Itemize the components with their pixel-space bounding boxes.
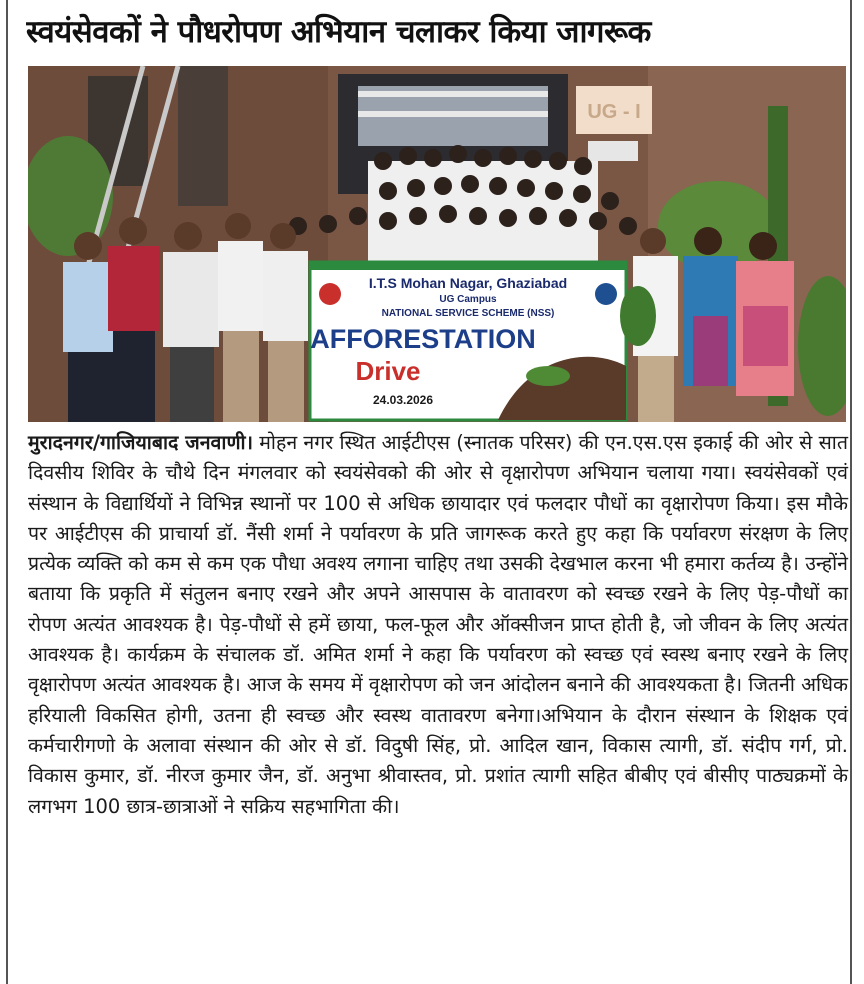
banner-scheme: NATIONAL SERVICE SCHEME (NSS) bbox=[381, 308, 555, 319]
nss-banner bbox=[310, 262, 626, 420]
article-dateline: मुरादनगर/गाजियाबाद जनवाणी। bbox=[28, 431, 253, 454]
banner-date: 24.03.2026 bbox=[372, 393, 434, 407]
group-photo bbox=[28, 66, 846, 422]
newspaper-clipping bbox=[6, 0, 852, 984]
banner-campus: UG Campus bbox=[439, 294, 497, 305]
banner-subtitle: Drive bbox=[355, 356, 421, 386]
article-body bbox=[28, 428, 848, 822]
article-text: मोहन नगर स्थित आईटीएस (स्नातक परिसर) की एन.एस.एस इकाई की ओर से सात दिवसीय शिविर के चौथे दिन मंगलवार को स्वयंसेवको की ओर से वृक्षारोपण अभियान चलाया गया। स्वयंसेवकों एवं संस्थान के विद्यार्थियों ने विभिन्न स्थानों पर 100 से अधिक छायादार एवं फलदार पौधों का वृक्षारोपण किया। इस मौके पर आईटीएस की प्राचार्या डॉ. नैंसी शर्मा ने पर्यावरण के प्रति जागरूक करते हुए कहा कि पर्यावरण संरक्षण के लिए प्रत्येक व्यक्ति को कम से कम एक पौधा अवश्य लगाना चाहिए तथा उसकी देखभाल करना भी हमारा कर्तव्य है। उन्होंने बताया कि प्रकृति में संतुलन बनाए रखने और अपने आसपास के वातावरण को स्वच्छ रखने के लिए पेड़-पौधों का रोपण अत्यंत आवश्यक है। पेड़-पौधों से हमें छाया, फल-फूल और ऑक्सीजन प्राप्त होती है, जो जीवन के लिए अत्यंत आवश्यक है। कार्यक्रम के संचालक डॉ. अमित शर्मा ने कहा कि पर्यावरण को स्वच्छ एवं स्वस्थ बनाए रखने के लिए वृक्षारोपण अत्यंत आवश्यक है। आज के समय में वृक्षारोपण को जन आंदोलन बनाने की आवश्यकता है। जितनी अधिक हरियाली विकसित होगी, उतना ही स्वच्छ और स्वस्थ वातावरण बनेगा।अभियान के दौरान संस्थान के शिक्षक एवं कर्मचारीगणो के अलावा संस्थान की ओर से डॉ. विदुषी सिंह, प्रो. आदिल खान, विकास त्यागी, डॉ. संदीप गर्ग, प्रो. विकास कुमार, डॉ. नीरज कुमार जैन, डॉ. अनुभा श्रीवास्तव, प्रो. प्रशांत त्यागी सहित बीबीए एवं बीसीए पाठ्यक्रमों के लगभग 100 छात्र-छात्राओं ने सक्रिय सहभागिता की। bbox=[28, 431, 849, 818]
room-sign: UG - I bbox=[587, 101, 641, 123]
banner-title: AFFORESTATION bbox=[310, 324, 536, 354]
banner-institute: I.T.S Mohan Nagar, Ghaziabad bbox=[368, 275, 568, 291]
headline: स्वयंसेवकों ने पौधरोपण अभियान चलाकर किया जागरूक bbox=[26, 14, 651, 50]
